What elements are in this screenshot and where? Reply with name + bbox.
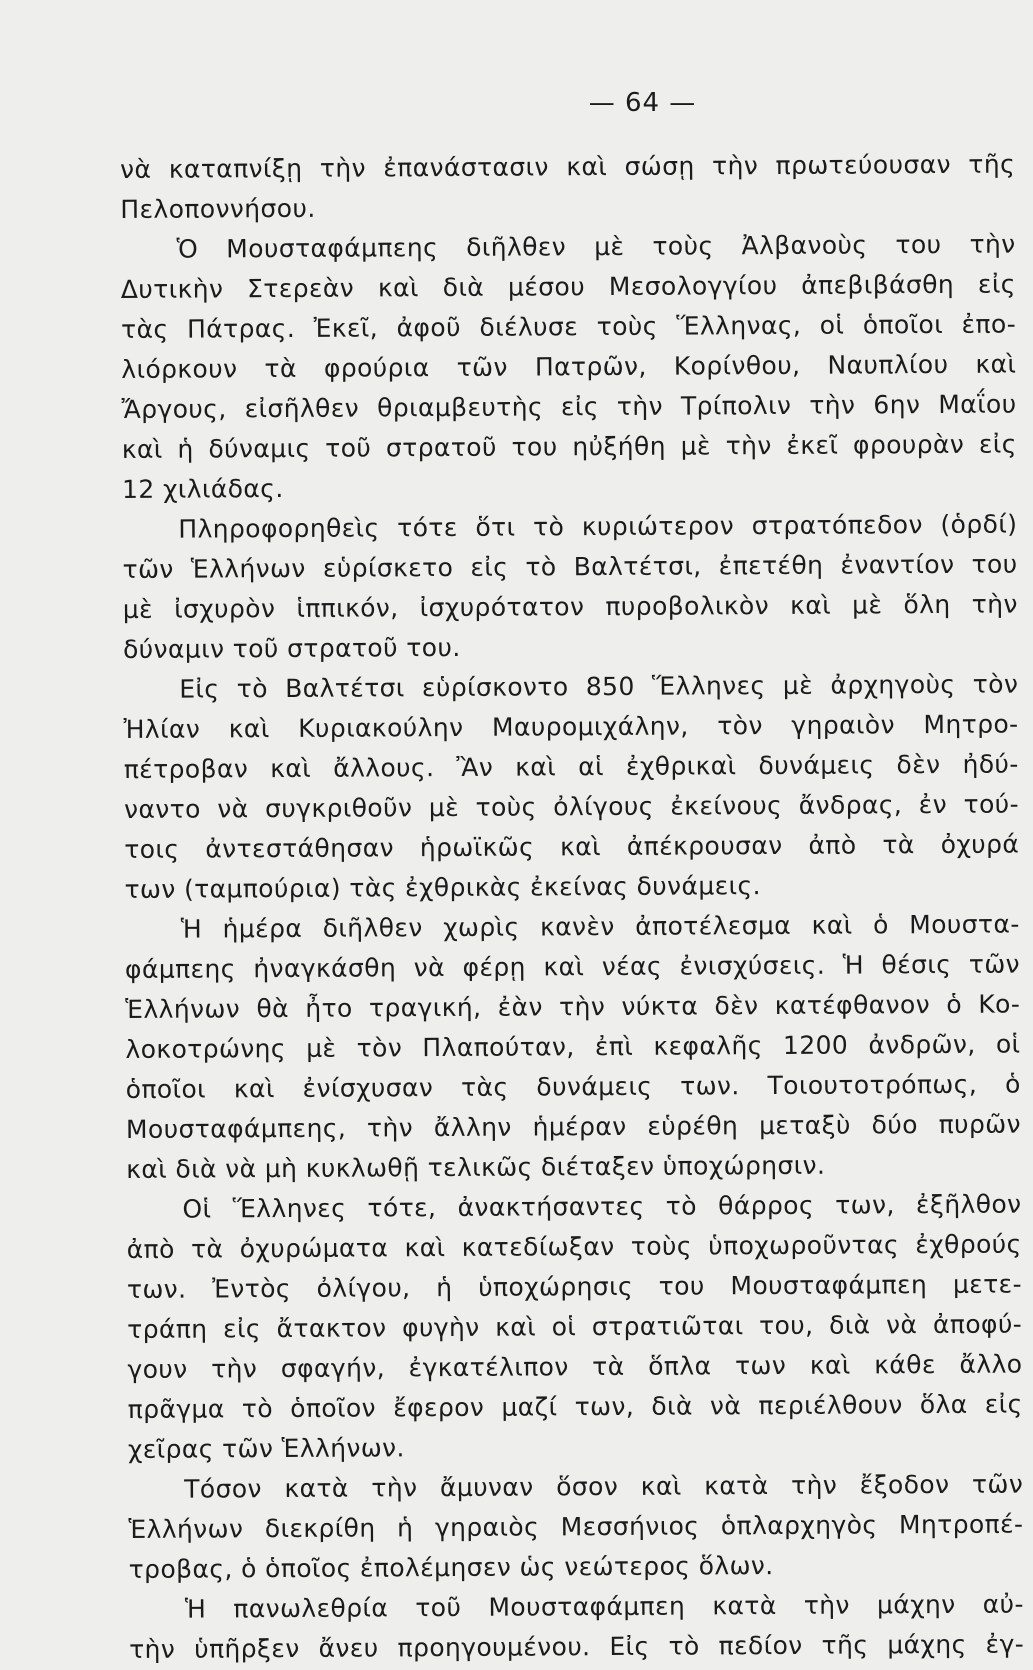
text-line: 12 χιλιάδας.: [121, 474, 284, 504]
text-line: ὁποῖοι καὶ ἐνίσχυσαν τὰς δυνάμεις των. Τοιουτοτρόπως, ὁ: [125, 1069, 1021, 1104]
text-line: Μουσταφάμπεης, τὴν ἄλλην ἡμέραν εὑρέθη μεταξὺ δύο πυρῶν: [125, 1109, 1022, 1144]
text-line: φάμπεης ἠναγκάσθη νὰ φέρῃ καὶ νέας ἐνισχύσεις. Ἡ θέσις τῶν: [124, 949, 1021, 984]
text-line: τοις ἀντεστάθησαν ἡρωϊκῶς καὶ ἀπέκρουσαν ἀπὸ τὰ ὀχυρά: [124, 829, 1020, 864]
text-line: τῶν Ἑλλήνων εὑρίσκετο εἰς τὸ Βαλτέτσι, ἐπετέθη ἐναντίον του: [122, 549, 1018, 584]
text-line: τὰς Πάτρας. Ἐκεῖ, ἀφοῦ διέλυσε τοὺς Ἕλληνας, οἱ ὁποῖοι ἐπο-: [121, 309, 1017, 344]
text-line: Δυτικὴν Στερεὰν καὶ διὰ μέσου Μεσολογγίου ἀπεβιβάσθη εἰς: [120, 269, 1016, 304]
text-line: γουν τὴν σφαγήν, ἐγκατέλιπον τὰ ὅπλα των καὶ κάθε ἄλλο: [127, 1349, 1023, 1384]
text-line: Πελοποννήσου.: [120, 193, 316, 224]
text-line: τὴν ὑπῆρξεν ἄνευ προηγουμένου. Εἰς τὸ πεδίον τῆς μάχης ἐγ-: [129, 1629, 1025, 1664]
text-line: Ὁ Μουσταφάμπεης διῆλθεν μὲ τοὺς Ἀλβανοὺς του τὴν: [176, 229, 1016, 264]
text-line: Ἑλλήνων διεκρίθη ἡ γηραιὸς Μεσσήνιος ὁπλαρχηγὸς Μητροπέ-: [128, 1509, 1024, 1544]
text-line: Οἱ Ἕλληνες τότε, ἀνακτήσαντες τὸ θάρρος των, ἐξῆλθον: [182, 1189, 1022, 1224]
text-line: των. Ἐντὸς ὀλίγου, ἡ ὑποχώρησις του Μουσταφάμπεη μετε-: [126, 1269, 1023, 1304]
text-line: καὶ διὰ νὰ μὴ κυκλωθῇ τελικῶς διέταξεν ὑποχώρησιν.: [126, 1150, 826, 1184]
text-line: χεῖρας τῶν Ἑλλήνων.: [127, 1433, 405, 1464]
text-line: λοκοτρώνης μὲ τὸν Πλαπούταν, ἐπὶ κεφαλῆς 1200 ἀνδρῶν, οἱ: [125, 1029, 1021, 1064]
text-line: τροβας, ὁ ὁποῖος ἐπολέμησεν ὡς νεώτερος ὅλων.: [128, 1551, 774, 1584]
text-line: Ἡ πανωλεθρία τοῦ Μουσταφάμπεη κατὰ τὴν μάχην αὐ-: [184, 1589, 1024, 1624]
text-line: ναντο νὰ συγκριθοῦν μὲ τοὺς ὀλίγους ἐκείνους ἄνδρας, ἐν τού-: [123, 789, 1020, 824]
text-line: Ἄργους, εἰσῆλθεν θριαμβευτὴς εἰς τὴν Τρίπολιν τὴν 6ην Μαΐου: [121, 389, 1017, 424]
page-number: — 64 —: [588, 88, 697, 118]
text-line: Τόσον κατὰ τὴν ἄμυναν ὅσον καὶ κατὰ τὴν ἔξοδον τῶν: [184, 1469, 1024, 1504]
text-line: ἀπὸ τὰ ὀχυρώματα καὶ κατεδίωξαν τοὺς ὑποχωροῦντας ἐχθρούς: [126, 1229, 1022, 1264]
text-line: δύναμιν τοῦ στρατοῦ του.: [122, 632, 461, 664]
text-line: Ἑλλήνων θὰ ἦτο τραγική, ἐὰν τὴν νύκτα δὲν κατέφθανον ὁ Κο-: [125, 989, 1021, 1024]
text-line: καὶ ἡ δύναμις τοῦ στρατοῦ του ηὐξήθη μὲ τὴν ἐκεῖ φρουρὰν εἰς: [121, 429, 1017, 464]
text-line: μὲ ἰσχυρὸν ἱππικόν, ἰσχυρότατον πυροβολικὸν καὶ μὲ ὅλη τὴν: [122, 589, 1018, 624]
text-line: τράπη εἰς ἄτακτον φυγὴν καὶ οἱ στρατιῶται του, διὰ νὰ ἀποφύ-: [127, 1309, 1023, 1344]
body-text: [120, 145, 1024, 1670]
text-line: των (ταμπούρια) τὰς ἐχθρικὰς ἐκείνας δυνάμεις.: [124, 871, 761, 904]
text-line: Πληροφορηθεὶς τότε ὅτι τὸ κυριώτερον στρατόπεδον (ὁρδί): [178, 509, 1018, 544]
text-line: Ἡ ἡμέρα διῆλθεν χωρὶς κανὲν ἀποτέλεσμα καὶ ὁ Μουστα-: [180, 909, 1020, 944]
text-line: νὰ καταπνίξῃ τὴν ἐπανάστασιν καὶ σώσῃ τὴν πρωτεύουσαν τῆς: [120, 149, 1016, 184]
text-line: λιόρκουν τὰ φρούρια τῶν Πατρῶν, Κορίνθου, Ναυπλίου καὶ: [121, 349, 1017, 384]
text-line: πέτροβαν καὶ ἄλλους. Ἂν καὶ αἱ ἐχθρικαὶ δυνάμεις δὲν ἠδύ-: [123, 749, 1019, 784]
text-line: Ἠλίαν καὶ Κυριακούλην Μαυρομιχάλην, τὸν γηραιὸν Μητρο-: [123, 709, 1019, 744]
text-line: πρᾶγμα τὸ ὁποῖον ἔφερον μαζί των, διὰ νὰ περιέλθουν ὅλα εἰς: [127, 1389, 1023, 1424]
text-line: Εἰς τὸ Βαλτέτσι εὑρίσκοντο 850 Ἕλληνες μὲ ἀρχηγοὺς τὸν: [179, 669, 1019, 704]
